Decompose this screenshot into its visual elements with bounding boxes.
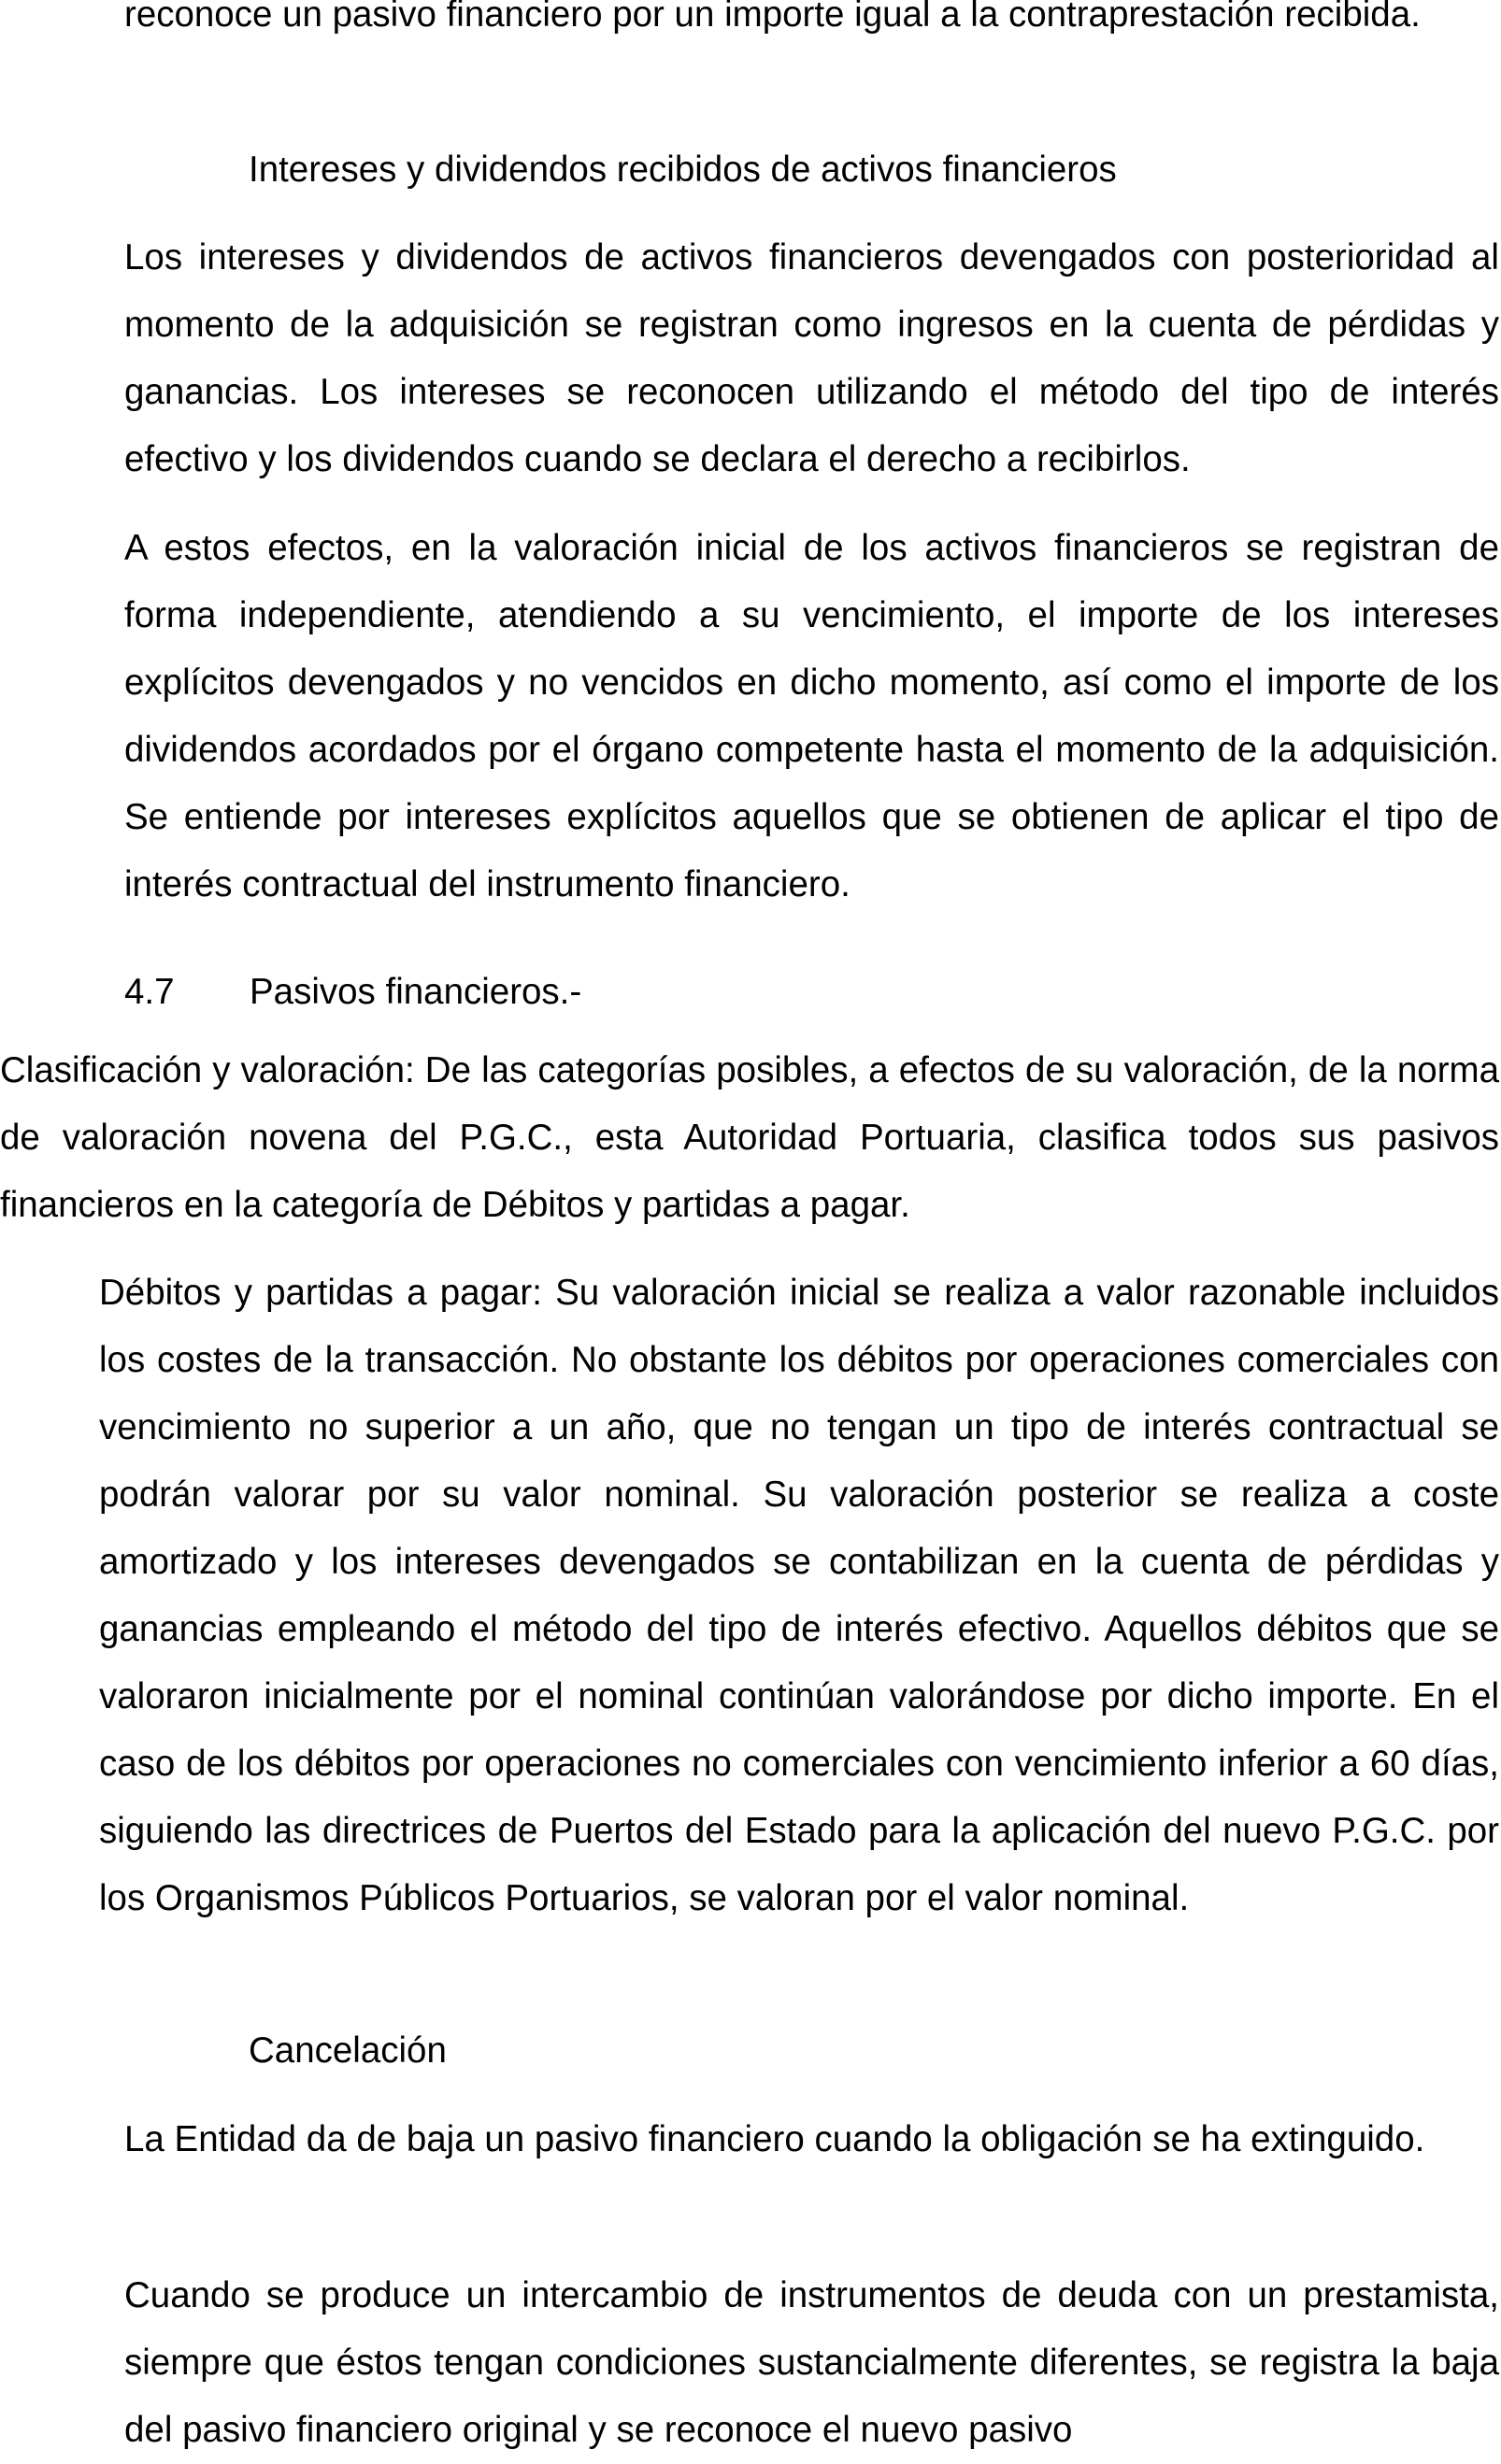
paragraph-debitos-partidas: Débitos y partidas a pagar: Su valoración inicial se realiza a valor razonable incluidos los costes de la transacción. No obstante los débitos por operaciones comerciales con vencimiento no superior a un año, que no tengan un tipo de interés contractual se podrán valorar por su valor nominal. Su valoración posterior se realiza a coste amortizado y los intereses devengados se contabilizan en la cuenta de pérdidas y ganancias empleando el método del tipo de interés efectivo. Aquellos débitos que se valoraron inicialmente por el nominal continúan valorándose por dicho importe. En el caso de los débitos por operaciones no comerciales con vencimiento inferior a 60 días, siguiendo las directrices de Puertos del Estado para la aplicación del nuevo P.G.C. por los Organismos Públicos Portuarios, se valoran por el valor nominal. — [99, 1273, 1499, 1918]
subheading-cancelacion: Cancelación — [249, 2030, 447, 2071]
subheading-intereses: Intereses y dividendos recibidos de activos financieros — [249, 150, 1117, 190]
paragraph-valoracion-inicial: A estos efectos, en la valoración inicial de los activos financieros se registran de forma independiente, atendiendo a su vencimiento, el importe de los intereses explícitos devengados y no vencidos en dicho momento, así como el importe de los dividendos acordados por el órgano competente hasta el momento de la adquisición. Se entiende por intereses explícitos aquellos que se obtienen de aplicar el tipo de interés contractual del instrumento financiero. — [124, 528, 1499, 904]
paragraph-continuation: reconoce un pasivo financiero por un importe igual a la contraprestación recibida. — [124, 0, 1421, 35]
paragraph-intercambio-deuda: Cuando se produce un intercambio de instrumentos de deuda con un prestamista, siempre que éstos tengan condiciones sustancialmente diferentes, se registra la baja del pasivo financiero original y se reconoce el nuevo pasivo — [124, 2275, 1499, 2450]
paragraph-baja-pasivo: La Entidad da de baja un pasivo financiero cuando la obligación se ha extinguido. — [124, 2119, 1425, 2159]
paragraph-clasificacion: Clasificación y valoración: De las categorías posibles, a efectos de su valoración, de la norma de valoración novena del P.G.C., esta Autoridad Portuaria, clasifica todos sus pasivos financieros en la categoría de Débitos y partidas a pagar. — [0, 1050, 1499, 1225]
section-number: 4.7 — [124, 972, 175, 1012]
section-title: Pasivos financieros.- — [250, 972, 582, 1012]
section-heading — [124, 959, 581, 1026]
paragraph-intereses-devengados: Los intereses y dividendos de activos financieros devengados con posterioridad al momento de la adquisición se registran como ingresos en la cuenta de pérdidas y ganancias. Los intereses se reconocen utilizando el método del tipo de interés efectivo y los dividendos cuando se declara el derecho a recibirlos. — [124, 237, 1499, 479]
